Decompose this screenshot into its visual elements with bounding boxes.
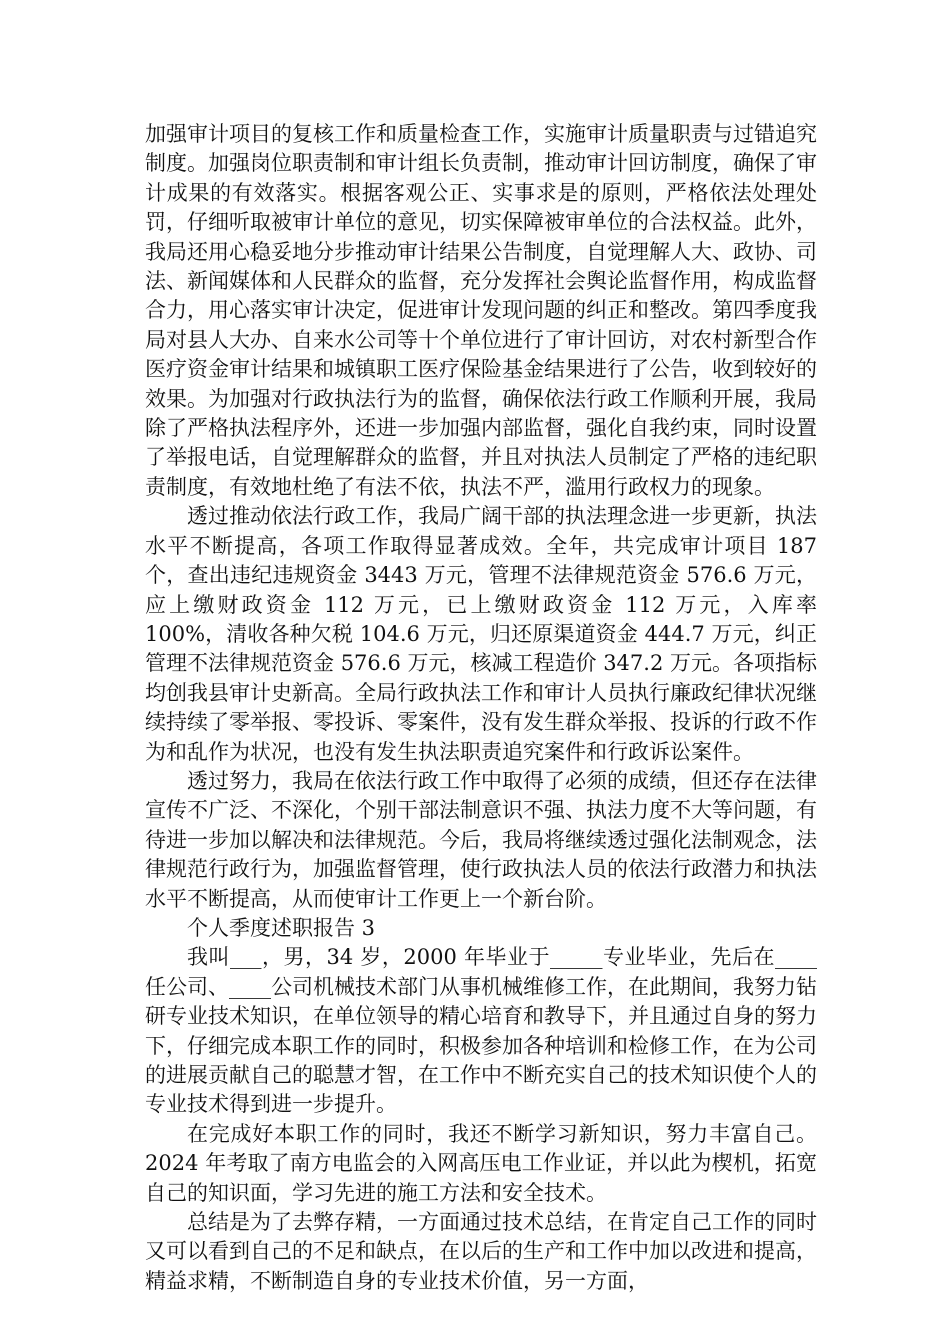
body-paragraph-3: 透过努力，我局在依法行政工作中取得了必须的成绩，但还存在法律宣传不广泛、不深化，个别干部法制意识不强、执法力度不大等问题，有待进一步加以解决和法律规范。今后，我局将继续透过强化法制观念，法律规范行政行为，加强监督管理，使行政执法人员的依法行政潜力和执法水平不断提高，从而使审计工作更上一个新台阶。 [145,768,817,911]
section-paragraph-3: 总结是为了去弊存精，一方面通过技术总结，在肯定自己工作的同时又可以看到自己的不足和缺点，在以后的生产和工作中加以改进和提高，精益求精，不断制造自身的专业技术价值，另一方面， [145,1210,817,1293]
document-page [145,120,817,1296]
body-paragraph-1: 加强审计项目的复核工作和质量检查工作，实施审计质量职责与过错追究制度。加强岗位职责制和审计组长负责制，推动审计回访制度，确保了审计成果的有效落实。根据客观公正、实事求是的原则，严格依法处理处罚，仔细听取被审计单位的意见，切实保障被审单位的合法权益。此外，我局还用心稳妥地分步推动审计结果公告制度，自觉理解人大、政协、司法、新闻媒体和人民群众的监督，充分发挥社会舆论监督作用，构成监督合力，用心落实审计决定，促进审计发现问题的纠正和整改。第四季度我局对县人大办、自来水公司等十个单位进行了审计回访，对农村新型合作医疗资金审计结果和城镇职工医疗保险基金结果进行了公告，收到较好的效果。为加强对行政执法行为的监督，确保依法行政工作顺利开展，我局除了严格执法程序外，还进一步加强内部监督，强化自我约束，同时设置了举报电话，自觉理解群众的监督，并且对执法人员制定了严格的违纪职责制度，有效地杜绝了有法不依，执法不严，滥用行政权力的现象。 [145,122,817,499]
section-paragraph-1: 我叫___，男，34 岁，2000 年毕业于_____专业毕业，先后在____任公司、____公司机械技术部门从事机械维修工作，在此期间，我努力钻研专业技术知识，在单位领导的精心培育和教导下，并且通过自身的努力下，仔细完成本职工作的同时，积极参加各种培训和检修工作，在为公司的进展贡献自己的聪慧才智，在工作中不断充实自己的技术知识使个人的专业技术得到进一步提升。 [145,945,817,1117]
body-paragraph-2: 透过推动依法行政工作，我局广阔干部的执法理念进一步更新，执法水平不断提高，各项工作取得显著成效。全年，共完成审计项目 187 个，查出违纪违规资金 3443 万元，管理不法律规范资金 576.6 万元，应上缴财政资金 112 万元，已上缴财政资金 112 万元，入库率 100%，清收各种欠税 104.6 万元，归还原渠道资金 444.7 万元，纠正管理不法律规范资金 576.6 万元，核减工程造价 347.2 万元。各项指标均创我县审计史新高。全局行政执法工作和审计人员执行廉政纪律状况继续持续了零举报、零投诉、零案件，没有发生群众举报、投诉的行政不作为和乱作为状况，也没有发生执法职责追究案件和行政诉讼案件。 [145,504,817,764]
section-paragraph-2: 在完成好本职工作的同时，我还不断学习新知识，努力丰富自己。2024 年考取了南方电监会的入网高压电工作业证，并以此为楔机，拓宽自己的知识面，学习先进的施工方法和安全技术。 [145,1121,817,1205]
section-title: 个人季度述职报告 3 [187,915,376,940]
